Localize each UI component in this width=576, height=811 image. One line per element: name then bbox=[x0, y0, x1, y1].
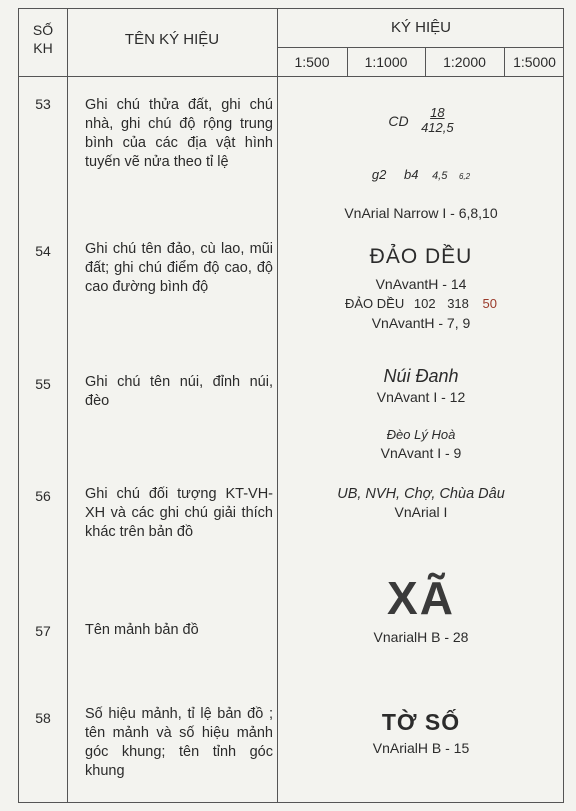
row-number: 58 bbox=[35, 710, 51, 726]
scale-5000: 1:5000 bbox=[513, 54, 556, 70]
font-spec: VnArialH B - 15 bbox=[372, 740, 470, 756]
row-number: 56 bbox=[35, 488, 51, 504]
row-description: Số hiệu mảnh, tỉ lệ bản đồ ; tên mảnh và số hiệu mảnh góc khung; tên tỉnh góc khung bbox=[85, 706, 273, 779]
sheet-name-sample: XÃ bbox=[387, 572, 455, 624]
font-spec: VnAvant I - 12 bbox=[376, 389, 466, 405]
cd-numerator: 18 bbox=[430, 105, 445, 120]
row-number: 54 bbox=[35, 243, 51, 259]
scale-1000: 1:1000 bbox=[364, 54, 408, 70]
width-g2: g2 bbox=[371, 167, 387, 182]
pass-name-sample: Đèo Lý Hoà bbox=[386, 427, 456, 442]
height-note-sample bbox=[277, 296, 565, 311]
cd-fraction bbox=[421, 105, 454, 135]
row-number: 55 bbox=[35, 376, 51, 392]
mountain-name-sample: Núi Đanh bbox=[383, 366, 459, 386]
font-spec: VnArial Narrow I - 6,8,10 bbox=[344, 205, 498, 221]
row-description: Ghi chú tên núi, đỉnh núi, đèo bbox=[85, 374, 273, 409]
header-ky-hieu: KÝ HIỆU bbox=[390, 19, 451, 36]
font-spec: VnarialH B - 28 bbox=[373, 629, 469, 645]
font-spec: VnAvant I - 9 bbox=[380, 445, 462, 461]
row-number: 57 bbox=[35, 623, 51, 639]
height-value: 318 bbox=[447, 296, 469, 311]
font-spec: VnAvantH - 14 bbox=[375, 276, 467, 292]
width-45: 4,5 bbox=[432, 170, 448, 182]
row-description: Ghi chú thửa đất, ghi chú nhà, ghi chú độ rộng trung bình của các địa vật hình tuyến vẽ nửa theo tỉ lệ bbox=[85, 97, 273, 170]
road-width-sample bbox=[277, 167, 565, 182]
scale-2000: 1:2000 bbox=[443, 54, 486, 70]
row-number: 53 bbox=[35, 96, 51, 112]
row-description: Ghi chú tên đảo, cù lao, mũi đất; ghi chú điểm độ cao, độ cao đường bình độ bbox=[85, 241, 273, 295]
col-divider bbox=[67, 9, 68, 802]
font-spec: VnArial I bbox=[394, 504, 448, 520]
symbol-table bbox=[18, 8, 564, 803]
cd-denominator: 412,5 bbox=[421, 120, 454, 135]
header-ten-ky-hieu: TÊN KÝ HIỆU bbox=[124, 31, 220, 48]
header-kh: KH bbox=[33, 40, 53, 56]
small-island-name: ĐẢO DỀU bbox=[345, 296, 405, 311]
width-62: 6,2 bbox=[458, 172, 471, 181]
island-name-sample: ĐẢO DỀU bbox=[369, 245, 473, 268]
scale-500: 1:500 bbox=[294, 54, 330, 70]
header-so: SỐ bbox=[32, 22, 54, 38]
width-b4: b4 bbox=[403, 167, 419, 182]
cd-label: CD bbox=[388, 113, 409, 129]
sheet-number-sample: TỜ SỐ bbox=[381, 709, 461, 735]
height-value: 102 bbox=[413, 296, 436, 311]
header-so-kh bbox=[19, 21, 67, 57]
row-description: Tên mảnh bản đồ bbox=[85, 622, 199, 638]
object-note-sample: UB, NVH, Chợ, Chùa Dâu bbox=[337, 486, 505, 502]
parcel-note-sample bbox=[277, 105, 565, 153]
header-bottom-line bbox=[19, 76, 563, 77]
font-spec: VnAvantH - 7, 9 bbox=[371, 315, 471, 331]
contour-height-value: 50 bbox=[482, 296, 497, 311]
row-description: Ghi chú đối tượng KT-VH-XH và các ghi chú giải thích khác trên bản đồ bbox=[85, 486, 273, 540]
